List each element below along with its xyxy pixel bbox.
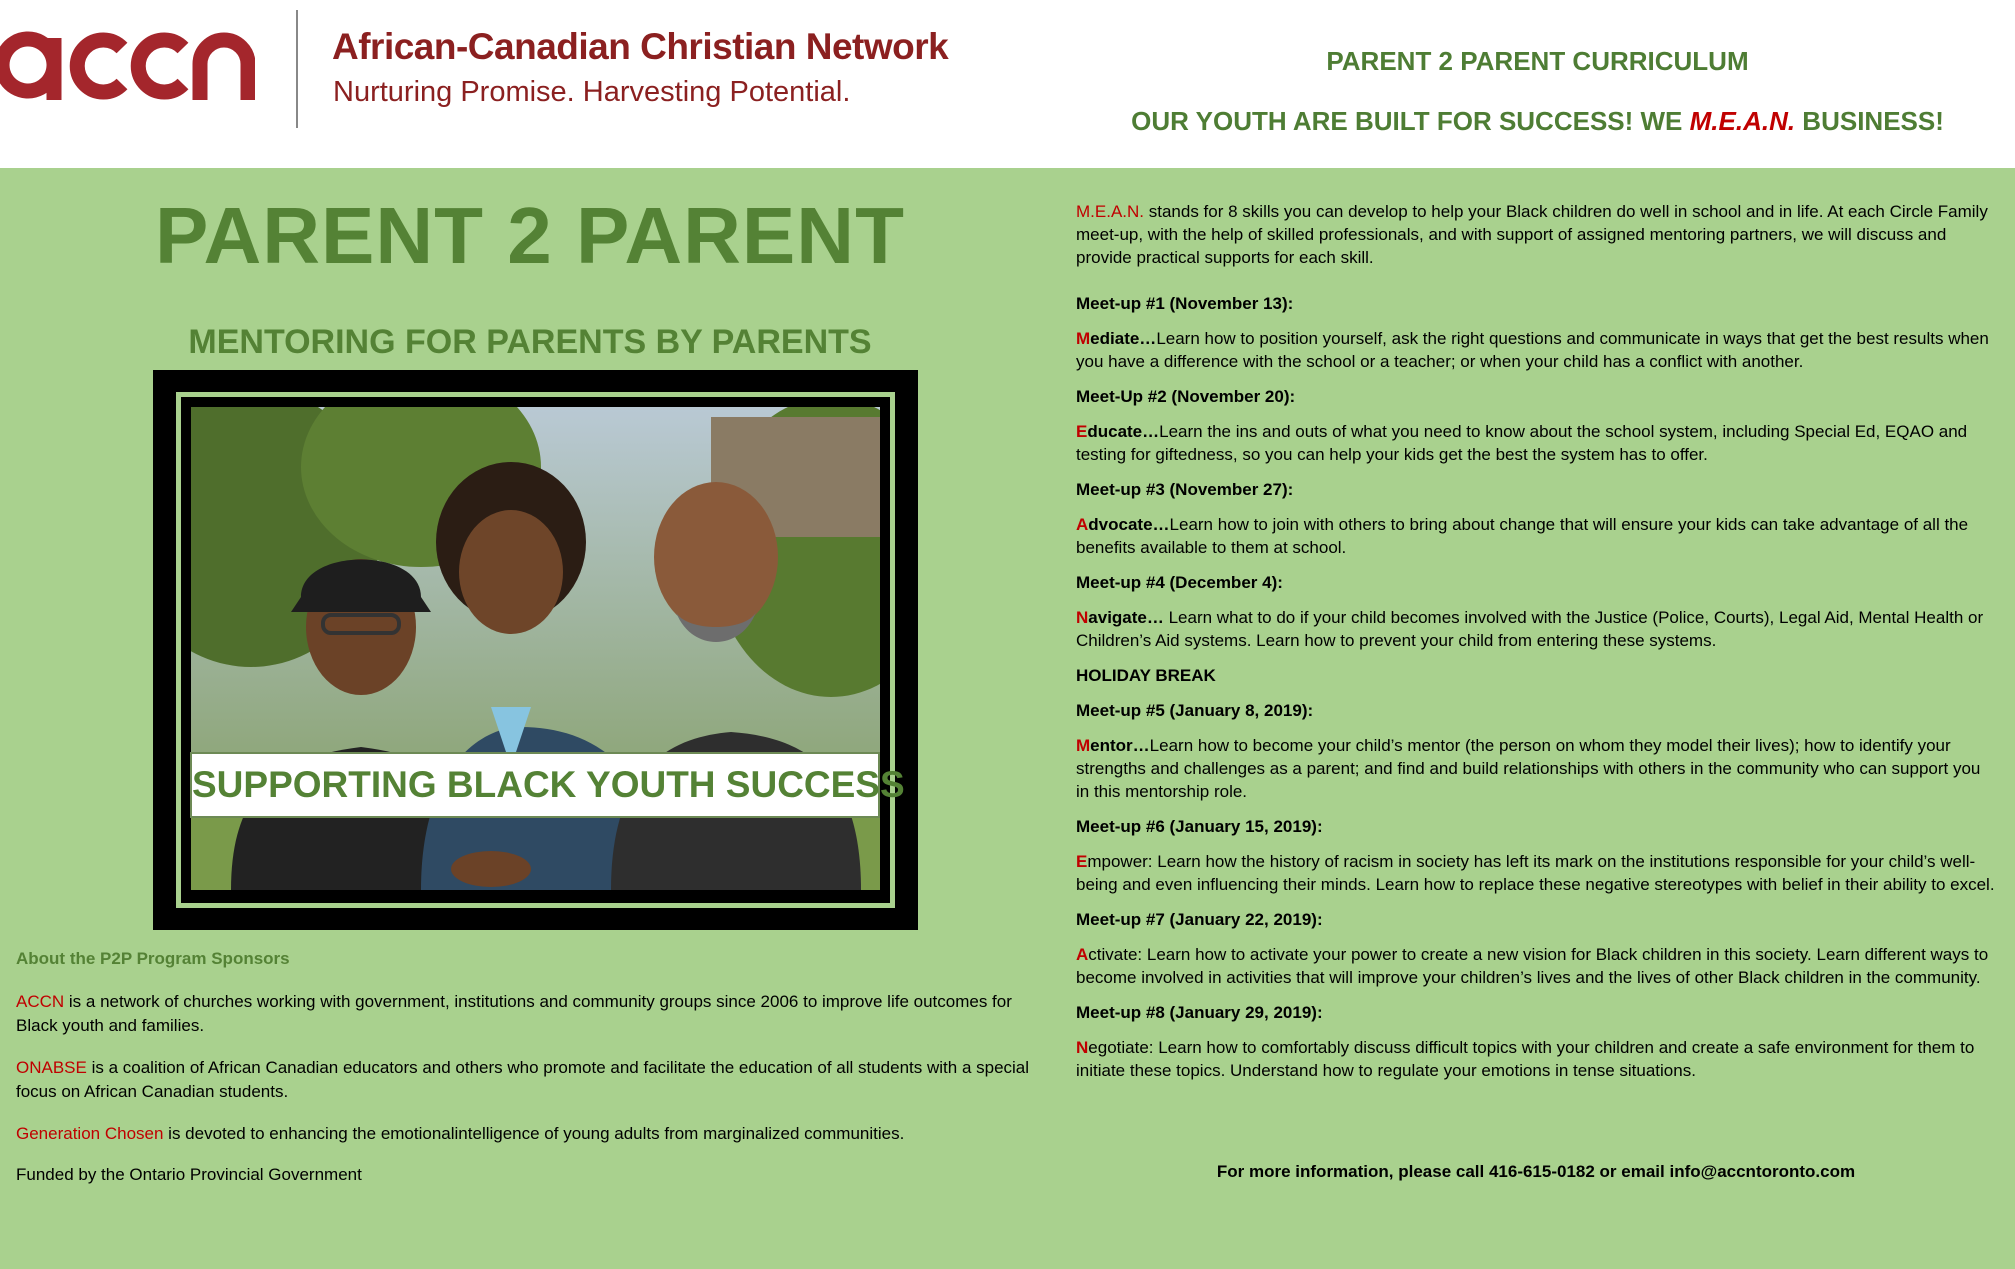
mean-intro [1076,200,1996,269]
skill-letter: E [1076,852,1088,871]
sponsor-generation-chosen [16,1122,1056,1146]
contact-info: For more information, please call 416-615-0182 or email info@accntoronto.com [1216,1162,1856,1181]
skill-word: ducate… [1087,422,1160,441]
skill-letter: N [1076,608,1089,627]
skill-letter: M [1076,736,1091,755]
header-divider [296,10,298,128]
holiday-break: HOLIDAY BREAK [1076,666,1216,685]
skill-letter: E [1076,422,1088,441]
skill-word: avigate… [1088,608,1164,627]
sponsor-desc: is a coalition of African Canadian educators and others who promote and facilitate the education of all students with a special focus on African Canadian students. [16,1058,1030,1101]
photo-caption: SUPPORTING BLACK YOUTH SUCCESS [190,752,880,818]
meetup-title: Meet-up #3 (November 27): [1076,480,1294,499]
meetup-title: Meet-up #1 (November 13): [1076,294,1294,313]
meetup-desc [1076,513,1996,559]
skill-text: Learn how to become your child’s mentor (the person on whom they model their lives); how to identify your strengths and challenges as a parent; and find and build relationships with others in the community who can support you in this mentorship role. [1076,736,1981,801]
accn-logo [0,20,255,108]
skill-word: entor… [1090,736,1150,755]
skill-word: dvocate… [1088,515,1170,534]
meetup-title: Meet-up #7 (January 22, 2019): [1076,910,1323,929]
meetup-title: Meet-up #5 (January 8, 2019): [1076,701,1314,720]
header [0,0,2015,168]
funded-note: Funded by the Ontario Provincial Government [16,1165,362,1184]
skill-text: Learn how to join with others to bring about change that will ensure your kids can take advantage of all the benefits available to them at school. [1076,515,1969,557]
meetup-title: Meet-up #6 (January 15, 2019): [1076,817,1323,836]
meetup-title: Meet-up #8 (January 29, 2019): [1076,1003,1323,1022]
meetup-desc [1076,606,1996,652]
sponsors-heading: About the P2P Program Sponsors [16,949,290,968]
skill-letter: N [1076,1038,1089,1057]
sponsor-desc: is devoted to enhancing the emotionalintelligence of young adults from marginalized communities. [163,1124,905,1143]
meetup-title: Meet-up #4 (December 4): [1076,573,1283,592]
skill-word: ediate… [1090,329,1157,348]
org-tagline: Nurturing Promise. Harvesting Potential. [333,76,851,108]
curriculum-column [1076,200,1996,1082]
skill-letter: A [1076,515,1089,534]
sponsor-name: ACCN [16,992,65,1011]
org-name: African-Canadian Christian Network [332,26,949,67]
sponsor-onabse [16,1056,1056,1104]
skill-text: egotiate: Learn how to comfortably discuss difficult topics with your children and create a safe environment for them to initiate these topics. Understand how to regulate your emotions in tense situations. [1076,1038,1975,1080]
skill-text: mpower: Learn how the history of racism in society has left its mark on the institutions responsible for your child’s well-being and even influencing their minds. Learn how to replace these negative stereotypes with belief in their ability to excel. [1076,852,1995,894]
slogan-mean: M.E.A.N. [1689,106,1796,136]
skill-letter: A [1076,945,1089,964]
mean-acronym: M.E.A.N. [1076,202,1145,221]
meetup-desc [1076,420,1996,466]
page-subtitle: MENTORING FOR PARENTS BY PARENTS [188,323,872,361]
sponsor-accn [16,990,1056,1038]
sponsor-name: Generation Chosen [16,1124,164,1143]
sponsor-name: ONABSE [16,1058,87,1077]
skill-text: ctivate: Learn how to activate your power to create a new vision for Black children in this society. Learn different ways to become involved in activities that will improve your children’s lives and the lives of other Black children in the community. [1076,945,1989,987]
sponsor-desc: is a network of churches working with government, institutions and community groups since 2006 to improve life outcomes for Black youth and families. [16,992,1012,1035]
slogan-before: OUR YOUTH ARE BUILT FOR SUCCESS! WE [1131,106,1690,136]
page-title: PARENT 2 PARENT [155,191,905,280]
mean-intro-text: stands for 8 skills you can develop to help your Black children do well in school and in life. At each Circle Family meet-up, with the help of skilled professionals, and with support of assigned mentoring partners, we will discuss and provide practical supports for each skill. [1076,202,1988,267]
slogan [1100,106,1975,137]
skill-text: Learn what to do if your child becomes involved with the Justice (Police, Courts), Legal Aid, Mental Health or Children’s Aid systems. Learn how to prevent your child from entering these systems. [1076,608,1984,650]
meetup-desc [1076,327,1996,373]
meetup-desc [1076,850,1996,896]
meetup-desc [1076,1036,1996,1082]
meetup-desc [1076,943,1996,989]
slogan-after: BUSINESS! [1795,106,1944,136]
skill-text: Learn how to position yourself, ask the right questions and communicate in ways that get the best results when you have a difference with the school or a teacher; or when your child has a conflict with another. [1076,329,1989,371]
skill-text: Learn the ins and outs of what you need to know about the school system, including Special Ed, EQAO and testing for giftedness, so you can help your kids get the best the system has to offer. [1076,422,1968,464]
meetup-title: Meet-Up #2 (November 20): [1076,387,1296,406]
skill-letter: M [1076,329,1091,348]
curriculum-title: PARENT 2 PARENT CURRICULUM [1326,46,1749,76]
meetup-desc [1076,734,1996,803]
photo-frame [153,370,918,930]
